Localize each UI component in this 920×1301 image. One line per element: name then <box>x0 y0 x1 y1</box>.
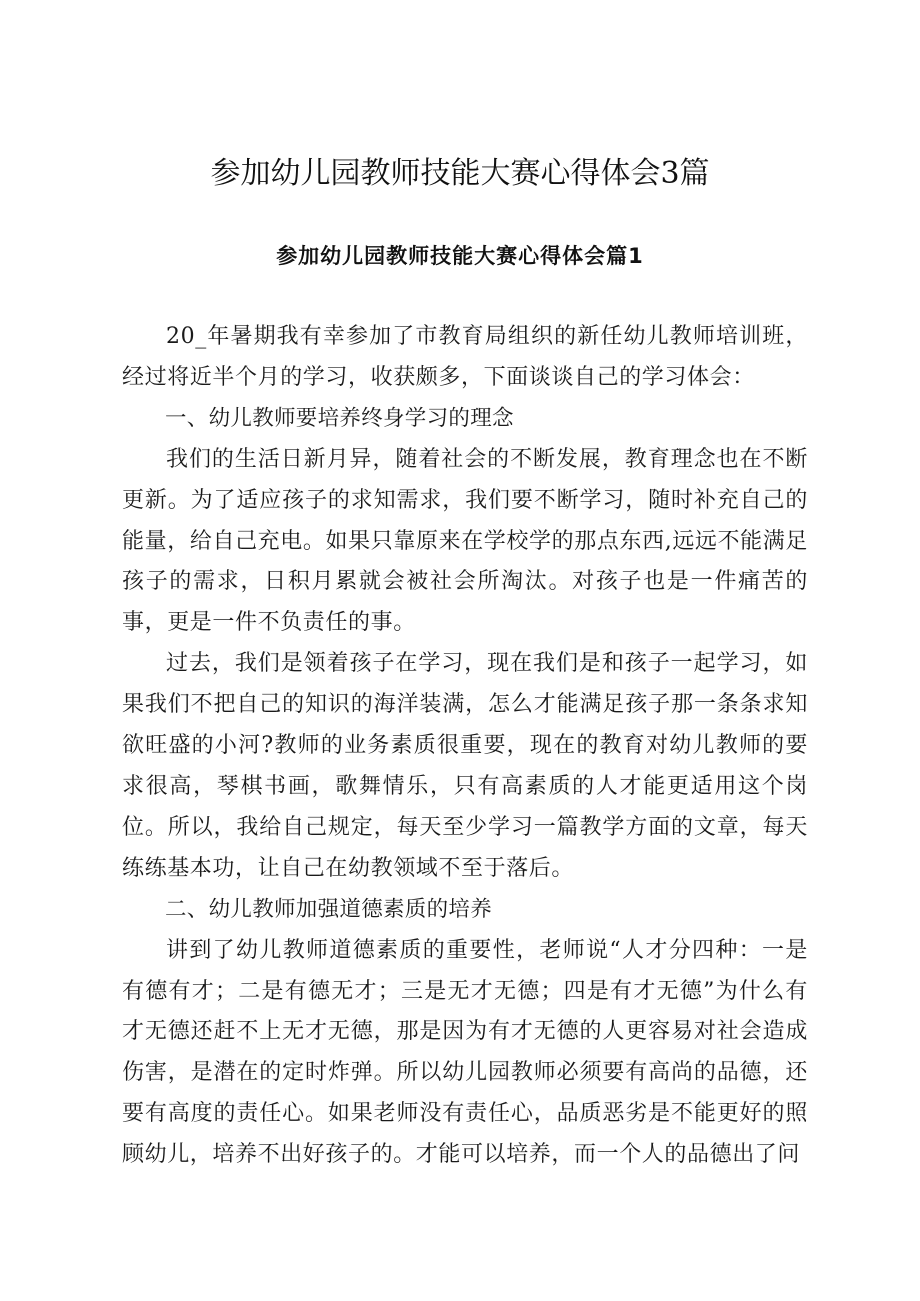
paragraph-intro: 20_年暑期我有幸参加了市教育局组织的新任幼儿教师培训班，经过将近半个月的学习，收获颇多，下面谈谈自己的学习体会： <box>122 324 808 390</box>
paragraph-lifelong-learning-2: 过去，我们是领着孩子在学习，现在我们是和孩子一起学习，如果我们不把自己的知识的海洋装满，怎么才能满足孩子那一条条求知欲旺盛的小河?教师的业务素质很重要，现在的教育对幼儿教师的要求很高，琴棋书画，歌舞情乐，只有高素质的人才能更适用这个岗位。所以，我给自己规定，每天至少学习一篇教学方面的文章，每天练练基本功，让自己在幼教领域不至于落后。 <box>122 651 808 881</box>
document-title: 参加幼儿园教师技能大赛心得体会3篇 <box>210 156 710 191</box>
heading-moral-quality: 二、幼儿教师加强道德素质的培养 <box>165 896 493 922</box>
section-title: 参加幼儿园教师技能大赛心得体会篇1 <box>276 244 644 268</box>
heading-lifelong-learning: 一、幼儿教师要培养终身学习的理念 <box>165 405 514 431</box>
document-body <box>122 317 808 1176</box>
paragraph-moral-quality: 讲到了幼儿教师道德素质的重要性，老师说“人才分四种：一是有德有才；二是有德无才；三是无才无德；四是有才无德”为什么有才无德还赶不上无才无德，那是因为有才无德的人更容易对社会造成伤害，是潜在的定时炸弹。所以幼儿园教师必须要有高尚的品德，还要有高度的责任心。如果老师没有责任心，品质恶劣是不能更好的照顾幼儿，培养不出好孩子的。才能可以培养，而一个人的品德出了问 <box>122 937 808 1168</box>
paragraph-lifelong-learning-1: 我们的生活日新月异，随着社会的不断发展，教育理念也在不断更新。为了适应孩子的求知需求，我们要不断学习，随时补充自己的能量，给自己充电。如果只靠原来在学校学的那点东西,远远不能满足孩子的需求，日积月累就会被社会所淘汰。对孩子也是一件痛苦的事，更是一件不负责任的事。 <box>122 446 808 636</box>
